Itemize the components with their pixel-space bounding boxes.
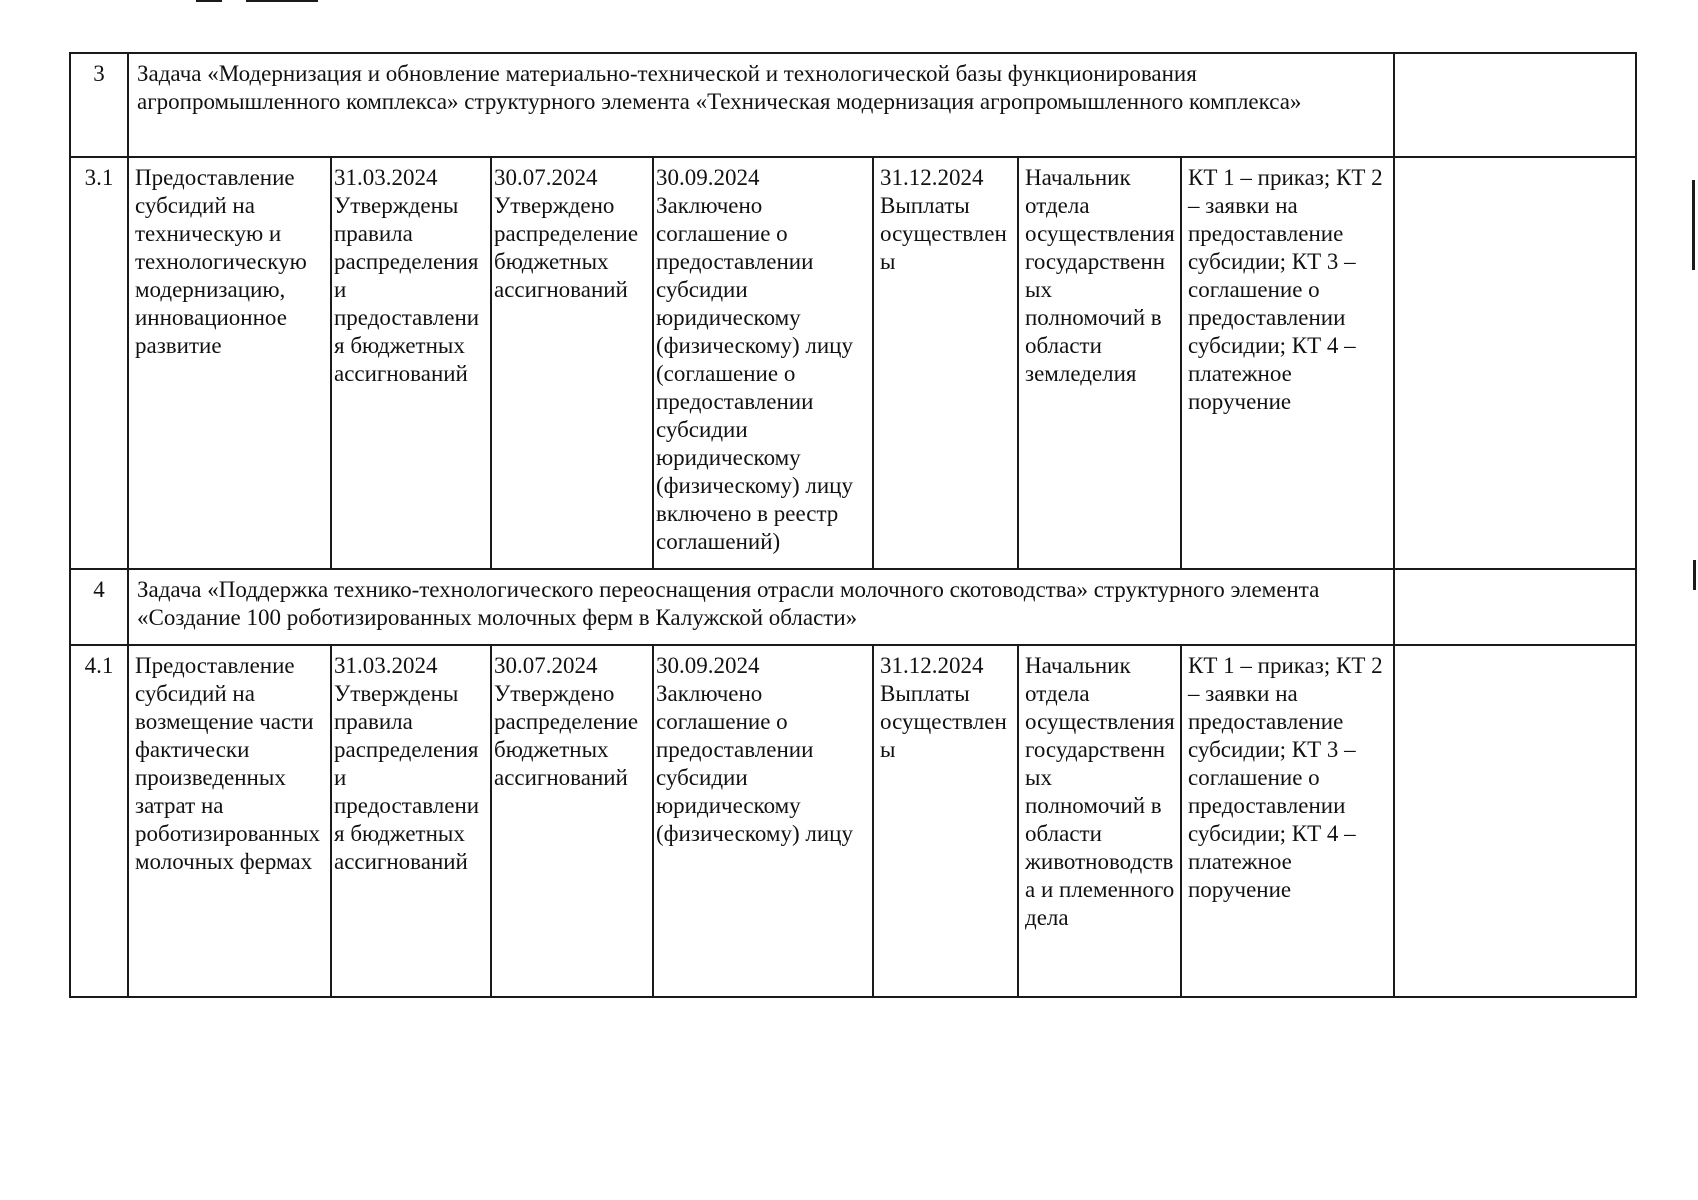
item-name: Предоставление субсидий на техническую и технологическую модернизацию, инновационное развитие	[128, 157, 331, 569]
note-cell	[1394, 645, 1636, 997]
control-point-4: 31.12.2024 Выплаты осуществлены	[873, 645, 1018, 997]
control-point-1: 31.03.2024 Утверждены правила распределения и предоставления бюджетных ассигнований	[331, 157, 491, 569]
note-cell	[1394, 157, 1636, 569]
note-cell	[1394, 53, 1636, 157]
control-points-table	[69, 52, 1637, 998]
task-row	[70, 53, 1636, 157]
task-row	[70, 569, 1636, 645]
control-point-2: 30.07.2024 Утверждено распределение бюджетных ассигнований	[491, 645, 653, 997]
control-point-2: 30.07.2024 Утверждено распределение бюджетных ассигнований	[491, 157, 653, 569]
control-point-4: 31.12.2024 Выплаты осуществлены	[873, 157, 1018, 569]
scan-mark-top-mid	[246, 0, 318, 2]
task-text: Задача «Поддержка технико-технологического переоснащения отрасли молочного скотоводства» структурного элемента «Создание 100 роботизированных молочных ферм в Калужской области»	[128, 569, 1394, 645]
control-point-1: 31.03.2024 Утверждены правила распределения и предоставления бюджетных ассигнований	[331, 645, 491, 997]
confirming-documents: КТ 1 – приказ; КТ 2 – заявки на предоставление субсидии; КТ 3 – соглашение о предоставлении субсидии; КТ 4 – платежное поручение	[1181, 157, 1394, 569]
scan-mark-right-edge-1	[1692, 180, 1695, 270]
control-point-3: 30.09.2024 Заключено соглашение о предоставлении субсидии юридическому (физическому) лицу	[653, 645, 873, 997]
note-cell	[1394, 569, 1636, 645]
item-name: Предоставление субсидий на возмещение части фактически произведенных затрат на роботизированных молочных фермах	[128, 645, 331, 997]
scan-mark-top-left	[196, 0, 222, 2]
task-number: 4	[70, 569, 128, 645]
confirming-documents: КТ 1 – приказ; КТ 2 – заявки на предоставление субсидии; КТ 3 – соглашение о предоставлении субсидии; КТ 4 – платежное поручение	[1181, 645, 1394, 997]
responsible-person: Начальник отдела осуществления государственных полномочий в области земледелия	[1018, 157, 1181, 569]
item-row	[70, 157, 1636, 569]
task-number: 3	[70, 53, 128, 157]
item-number: 3.1	[70, 157, 128, 569]
responsible-person: Начальник отдела осуществления государственных полномочий в области животноводства и племенного дела	[1018, 645, 1181, 997]
control-point-3: 30.09.2024 Заключено соглашение о предоставлении субсидии юридическому (физическому) лицу (соглашение о предоставлении субсидии юридическому (физическому) лицу включено в реестр соглашений)	[653, 157, 873, 569]
item-number: 4.1	[70, 645, 128, 997]
scan-mark-right-edge-2	[1693, 560, 1696, 590]
item-row	[70, 645, 1636, 997]
task-text: Задача «Модернизация и обновление материально-технической и технологической базы функционирования агропромышленного комплекса» структурного элемента «Техническая модернизация агропромышленного комплекса»	[128, 53, 1394, 157]
